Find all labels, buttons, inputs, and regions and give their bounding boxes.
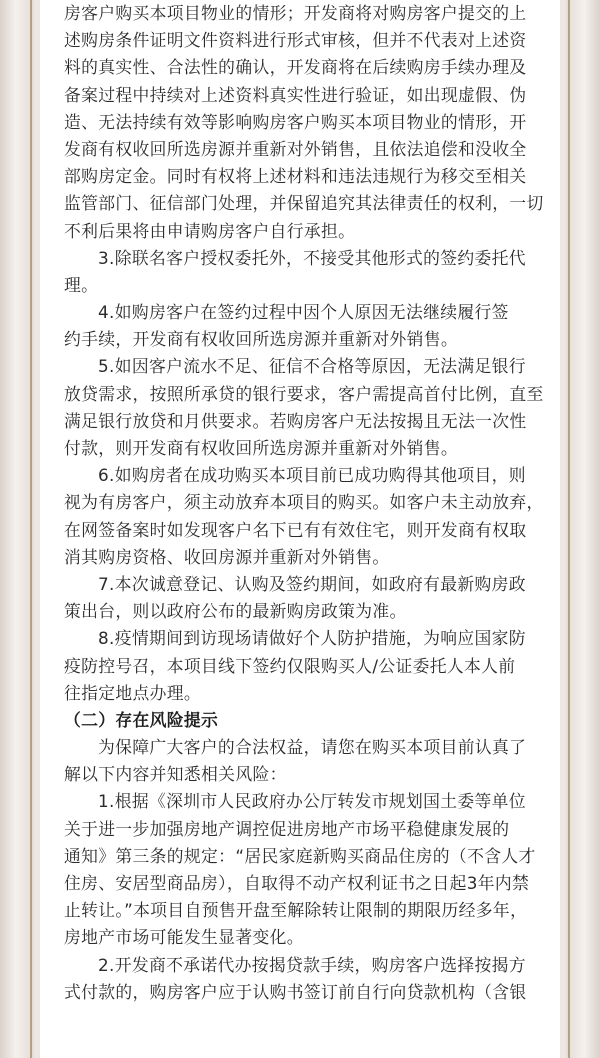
text-line: 3.除联名客户授权委托外，不接受其他形式的签约委托代 — [98, 247, 526, 268]
text-line: 理。 — [64, 274, 99, 295]
text-line: 6.如购房者在成功购买本项目前已成功购得其他项目，则 — [98, 465, 526, 486]
section-heading: （二）存在风险提示 — [64, 709, 219, 730]
text-line: 消其购房资格、收回房源并重新对外销售。 — [64, 546, 390, 567]
text-line: 放贷需求，按照所承贷的银行要求，客户需提高首付比例，直至 — [64, 383, 544, 404]
text-line: 发商有权收回所选房源并重新对外销售，且依法追偿和没收全 — [64, 138, 527, 159]
text-line: 住房、安居型商品房），自取得不动产权利证书之日起3年内禁 — [64, 873, 530, 893]
document-body — [64, 0, 547, 1006]
text-line: 2.开发商不承诺代办按揭贷款手续，购房客户选择按揭方 — [98, 954, 526, 975]
document-page — [40, 0, 560, 1058]
text-line: 述购房条件证明文件资料进行形式审核，但并不代表对上述资 — [64, 30, 527, 51]
text-line: 部购房定金。同时有权将上述材料和违法违规行为移交至相关 — [64, 166, 527, 187]
text-line: 5.如因客户流水不足、征信不合格等原因，无法满足银行 — [98, 356, 526, 377]
text-line: 关于进一步加强房地产调控促进房地产市场平稳健康发展的 — [64, 818, 510, 839]
text-line: 式付款的，购房客户应于认购书签订前自行向贷款机构（含银 — [64, 981, 527, 1002]
text-line: 为保障广大客户的合法权益，请您在购买本项目前认真了 — [98, 737, 527, 758]
text-line: 疫防控号召，本项目线下签约仅限购买人/公证委托人本人前 — [64, 655, 516, 676]
text-line: 视为有房客户，须主动放弃本项目的购买。如客户未主动放弃， — [64, 492, 544, 513]
text-line: 监管部门、征信部门处理，并保留追究其法律责任的权利，一切 — [64, 193, 544, 214]
text-line: 约手续，开发商有权收回所选房源并重新对外销售。 — [64, 329, 459, 350]
text-line: 房客户购买本项目物业的情形；开发商将对购房客户提交的上 — [64, 3, 527, 23]
text-line: 通知》第三条的规定：“居民家庭新购买商品住房的（不含人才 — [64, 845, 536, 866]
text-line: 造、无法持续有效等影响购房客户购买本项目物业的情形，开 — [64, 111, 527, 132]
text-line: 8.疫情期间到访现场请做好个人防护措施，为响应国家防 — [98, 628, 526, 649]
left-frame-border — [0, 0, 34, 1058]
text-line: 7.本次诚意登记、认购及签约期间，如政府有最新购房政 — [98, 573, 526, 594]
text-line: 备案过程中持续对上述资料真实性进行验证，如出现虚假、伪 — [64, 84, 527, 105]
text-line: 料的真实性、合法性的确认，开发商将在后续购房手续办理及 — [64, 57, 527, 78]
text-line: 不利后果将由申请购房客户自行承担。 — [64, 220, 356, 241]
text-line: 往指定地点办理。 — [64, 682, 202, 703]
text-line: 房地产市场可能发生显著变化。 — [64, 927, 304, 948]
right-frame-border — [566, 0, 600, 1058]
text-line: 止转让。”本项目自预售开盘至解除转让限制的期限历经多年， — [64, 900, 528, 921]
text-line: 解以下内容并知悉相关风险： — [64, 764, 287, 785]
text-line: 在网签备案时如发现客户名下已有有效住宅，则开发商有权取 — [64, 519, 527, 540]
text-line: 策出台，则以政府公布的最新购房政策为准。 — [64, 601, 407, 622]
text-line: 满足银行放贷和月供要求。若购房客户无法按揭且无法一次性 — [64, 410, 527, 431]
text-line: 1.根据《深圳市人民政府办公厅转发市规划国土委等单位 — [98, 791, 526, 812]
text-line: 付款，则开发商有权收回所选房源并重新对外销售。 — [64, 438, 459, 458]
text-line: 4.如购房客户在签约过程中因个人原因无法继续履行签 — [98, 302, 509, 323]
